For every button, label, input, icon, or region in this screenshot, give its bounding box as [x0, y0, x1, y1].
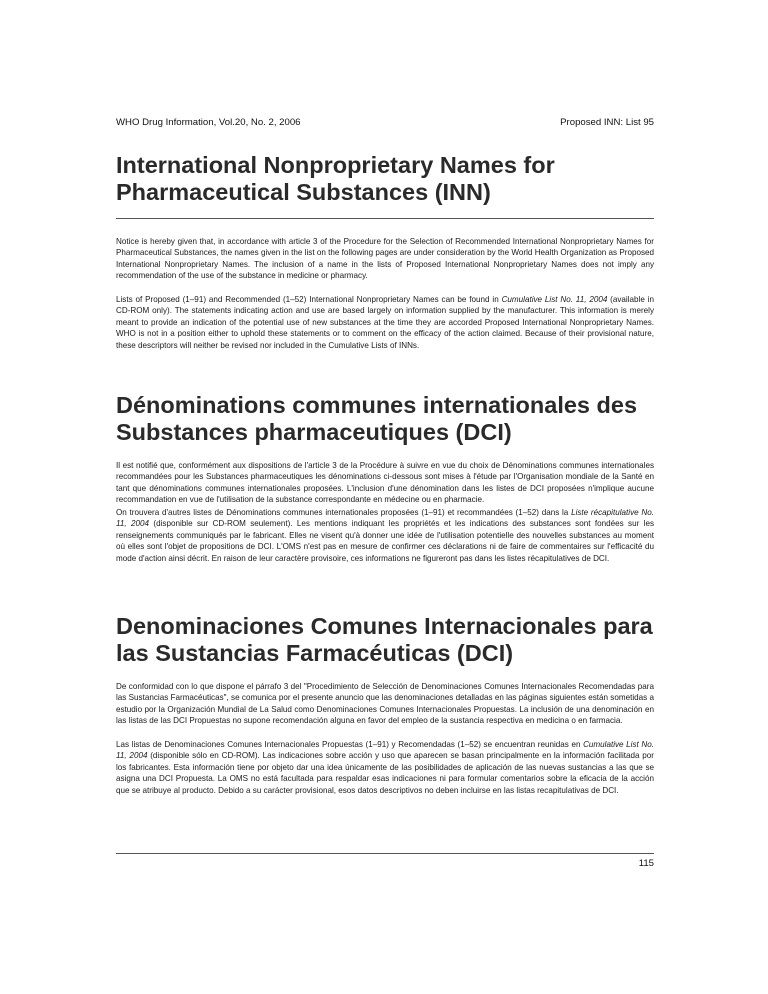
page-number: 115	[638, 858, 654, 869]
title-divider	[116, 218, 654, 219]
footer-divider	[116, 853, 654, 854]
running-header	[116, 117, 654, 129]
lists-paragraph-english	[116, 294, 654, 351]
title-english: International Nonproprietary Names for Pharmaceutical Substances (INN)	[116, 152, 555, 205]
cumulative-list-reference: Cumulative List No. 11, 2004	[501, 295, 608, 304]
lists-text-start: Lists of Proposed (1–91) and Recommended (1–52) International Nonproprietary Names can be found in	[116, 295, 502, 304]
lists-text-end: (disponible sur CD-ROM seulement). Les mentions indiquant les propriétés et les indications des substances sont fondées sur les renseignements communiqués par le fabricant. Elles ne visent qu'à donner une idée de l'utilisation potentielle des nouvelles substances au moment où elles sont l'objet de propositions de DCI. L'OMS n'est pas en mesure de confirmer ces déclarations ni de faire de commentaires sur l'efficacité du mode d'action ainsi décrit. En raison de leur caractère provisoire, ces informations ne figureront pas dans les listes récapitulatives de DCI.	[116, 519, 654, 563]
notice-paragraph-spanish: De conformidad con lo que dispone el párrafo 3 del "Procedimiento de Selección de Denominaciones Comunes Internacionales Recomendadas para las Sustancias Farmacéuticas", se comunica por el presente anuncio que las denominaciones detalladas en las páginas siguientes están sometidas a estudio por la Organización Mundial de La Salud como Denominaciones Comunes Internacionales Propuestas. La inclusión de una denominación en las listas de las DCI Propuestas no supone recomendación alguna en favor del empleo de la sustancia respectiva en medicina o en farmacia.	[116, 682, 654, 726]
journal-citation: WHO Drug Information, Vol.20, No. 2, 2006	[116, 117, 301, 128]
lists-text-end: (available in CD-ROM only). The statements indicating action and use are based largely on information supplied by the manufacturer. This information is merely meant to provide an indication of the potential use of new substances at the time they are accorded Proposed International Nonproprietary Names. WHO is not in a position either to uphold these statements or to comment on the efficacy of the action claimed. Because of their provisional nature, these descriptors will neither be revised nor included in the Cumulative Lists of INNs.	[116, 295, 654, 350]
cumulative-list-reference: Liste récapitulative No. 11, 2004	[116, 508, 654, 529]
title-french: Dénominations communes internationales des Substances pharmaceutiques (DCI)	[116, 392, 638, 445]
document-page	[116, 0, 654, 994]
lists-text-start: Las listas de Denominaciones Comunes Internacionales Propuestas (1–91) y Recomendadas (1–52) se encuentran reunidas en	[116, 740, 584, 749]
lists-text-end: (disponible sólo en CD-ROM). Las indicaciones sobre acción y uso que aparecen se basan principalmente en la información facilitada por los fabricantes. Esta información tiene por objeto dar una idea únicamente de las posibilidades de aplicación de las nuevas sustancias a las que se asigna una DCI Propuesta. La OMS no está facultada para respaldar esas indicaciones ni para formular comentarios sobre la eficacia de la acción que se atribuye al producto. Debido a su carácter provisional, esos datos descriptivos no deben incluirse en las listas recapitulativas de DCI.	[116, 751, 654, 795]
title-spanish: Denominaciones Comunes Internacionales para las Sustancias Farmacéuticas (DCI)	[116, 613, 653, 666]
cumulative-list-reference: Cumulative List No. 11, 2004	[116, 740, 654, 761]
list-label: Proposed INN: List 95	[560, 117, 654, 128]
lists-paragraph-spanish	[116, 739, 654, 796]
lists-paragraph-french	[116, 507, 654, 564]
lists-text-start: On trouvera d'autres listes de Dénominations communes internationales proposées (1–91) et recommandées (1–52) dans la	[116, 508, 572, 517]
notice-paragraph-french: Il est notifié que, conformément aux dispositions de l'article 3 de la Procédure à suivre en vue du choix de Dénominations communes internationales recommandées pour les Substances pharmaceutiques les dénominations ci-dessous sont mises à l'étude par l'Organisation mondiale de la Santé en tant que dénominations communes internationales proposées. L'inclusion d'une dénomination dans les listes de DCI proposées n'implique aucune recommandation en vue de l'utilisation de la substance correspondante en médecine ou en pharmacie.	[116, 461, 654, 505]
notice-paragraph-english: Notice is hereby given that, in accordance with article 3 of the Procedure for the Selection of Recommended International Nonproprietary Names for Pharmaceutical Substances, the names given in the list on the following pages are under consideration by the World Health Organization as Proposed International Nonproprietary Names. The inclusion of a name in the lists of Proposed International Nonproprietary Names does not imply any recommendation of the use of the substance in medicine or pharmacy.	[116, 237, 654, 281]
